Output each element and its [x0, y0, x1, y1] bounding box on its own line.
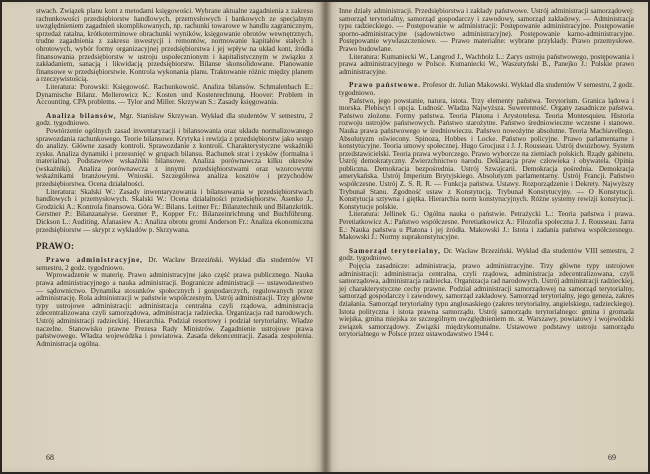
course-title: Samorząd terytorialny,: [349, 246, 441, 255]
body-paragraph: Literatura: Skalski W.: Zasady inwentaryzowania i bilansowania w przedsiębiorstwach handlowych i przemysłowych. Skalski W.: Ocena działalności przedsiębiorstw. Asenko J., Grodzicki A.: Kontrola finansowa. Góra W.: Bilans. Leitner Fr.: Bilanztechnik und Bilanzkritik. Gerstner P.: Bilanzanalyse. Gerstner P., Kopper Fr.: Bilanzeinrichtung und Buchführung. Dickson L.: Auditing. Afanasiew A.: Analiza obrotu gromi Anderson Fr.: Analiza ekonomiczna przedsiębiorstw — skrypt z wykładów p. Skrzywana.: [36, 187, 313, 234]
body-paragraph: Literatura: Kumaniecki W., Langrod J., Wachholz L.: Zarys ustroju państwowego, postępowania i prawa administracyjnego w Polsce. Kumaniecki W., Waszutyński B., Panejko J.: Polskie prawo administracyjne.: [339, 52, 634, 76]
right-page: [325, 2, 648, 472]
right-page-number: 69: [608, 453, 616, 462]
course-title: Prawo państwowe.: [349, 81, 421, 90]
left-page-text: [36, 8, 313, 348]
left-page-number: 68: [46, 453, 54, 462]
course-title: Analiza bilansów,: [46, 111, 117, 120]
course-entry: [36, 113, 313, 128]
body-paragraph: stwach. Związek planu kont z metodami księgowości. Wybrane aktualne zagadnienia z zakresu rachunkowości przedsiębiorstw handlowych, przemysłowych i bankowych ze specjalnym uwzględnieniem zagadnień skomplikowanych, np. rachunki towarowe w handlu zagranicznym, sprzedaż ratalna, krótkoterminowe obrachunki wyników, księgowanie obrotów wewnętrznych, trudne zagadnienia z zakresu inwestycji i remontów, normowanie kapitałów stałych i obrotowych, wybór formy organizacyjnej przedsiębiorstwa i jej wpływ na układ kont, źródła finansowania przedsiębiorstw w ustroju uspołecznionym i kapitalistycznym w związku z zakładaniem, sanacją i likwidacją przedsiębiorstw. Bilanse skonsolidowane. Planowanie finansowe w przedsiębiorstwie. Kontrola wykonania planu. Traktowanie różnic między planem a rzeczywistością.: [36, 7, 313, 84]
body-paragraph: Literatura: Porowski: Księgowość. Rachunkowość. Analiza bilansów. Schmalenbach E.: Dynamische Bilanz. Mellerowicz K.: Kosten und Kostenrechnung. Hoover: Problem in Accounting. CPA problems. — Tylor and Miller. Skrzywan S.: Zasady księgowania.: [36, 82, 313, 107]
course-info: Mgr. Stanisław Skrzywan. Wykład dla studentów V semestru, 2 godz. tygodniowo.: [36, 111, 313, 128]
body-paragraph: Powtórzenie ogólnych zasad inwentaryzacji i bilansowania oraz układu normalizowanego sprawozdania rachunkowego. Teorie bilansowe. Krytyka i rewizja z przedsiębiorstw jako wstęp do analizy. Główne zasady kontroli. Sprawozdanie z kontroli. Charakterystyczne wskaźniki zysku. Analiza dynamiki i przesunięć w grupach bilansu. Rachunek strat i zysków (formalna i materialna). Podstawowe wskaźniki bilansowe. Analiza porównawcza kilku okresów (wskaźniki). Analiza porównawcza z innymi przedsiębiorstwami oraz wzorcowymi wskaźnikami branżowymi. Wnioski. Szczegółowa analiza kosztów i przychodów przedsiębiorstwa. Ocena działalności.: [36, 126, 313, 189]
right-page-text: [339, 8, 634, 339]
course-info: Dr. Wacław Brzeziński. Wykład dla studentów VIII semestru, 2 godz. tygodniowo.: [339, 246, 634, 263]
course-title: Prawo administracyjne,: [46, 256, 143, 265]
course-info: Profesor dr. Julian Makowski. Wykład dla studentów V semestru, 2 godz. tygodniowo.: [339, 81, 634, 97]
body-paragraph: Państwo, jego powstanie, natura, istota. Trzy elementy państwa. Terytorium. Granica lądowa i morska. Plebiscyt i opcja. Ludność. Władza Najwyższa. Suwerenność. Organy zasadnicze państwa. Państwo złożone. Formy państwa. Teoria Platona i Arystotelesa. Teoria Montesquieu. Historia rozwoju ustrojów państwowych. Państwo starożytne. Państwo średniowieczne wczesne i stanowe. Nauka prawa państwowego w średniowieczu. Państwo nowożytne absolutne. Teoria Machiavellego. Absolutyzm oświecony. Spinoza, Hobbes i Locke. Państwo policyjne. Prawo parlamentarne i konstytucyjne. Teoria umowy społecznej. Hugo Grocjusz i J. J. Rousseau. Ustrój dwuizbowy. System przedstawicielski. Teoria prawa wyborczego. Prawo wyborcze na ziemiach polskich. Rządy gabinetu. Ustrój demokratyczny. Zwierzchnictwo narodu. Deklaracja praw człowieka i obywatela. Opinia publiczna. Demokracja bezpośrednia. Ustrój Szwajcarii. Demokracja pośrednia. Demokracja amerykańska. Ustrój Imperium Brytyjskiego. Absolutyzm parlamentarny. Ustrój Francji. Państwo współczesne. Ustrój Z. S. R. R. — Funkcja państwa. Ustawy. Rozporządzenie i Dekrety. Najwyższy Trybunał Stanu. Zgodność ustaw z Konstytucją. Trybunał Konstytucyjny. — O Konstytucji. Konstytucja sztywna i giętka. Hierarchia norm konstytucyjnych. Różne systemy rewizji konstytucji. Konstytucje polskie.: [339, 96, 634, 211]
book-spread: [2, 2, 648, 472]
course-info: Dr. Wacław Brzeziński. Wykład dla studentów VI semestru, 2 godz. tygodniowo.: [36, 256, 314, 272]
course-entry: [339, 82, 634, 97]
body-paragraph: Inne działy administracji. Przedsiębiorstwa i zakłady państwowe. Ustrój administracji samorządowej: samorząd terytorialny, samorząd gospodarczy i zawodowy, samorząd zakładowy. — Administracja typu radzieckiego. — Postępowanie w administracji: Postępowanie administracyjne. Postępowanie sporno-administracyjne (sądownictwo administracyjne). Postępowanie karno-administracyjne. Postępowanie wywłaszczeniowe. — Prawo materialne: wybrane przykłady. Prawo przemysłowe. Prawo budowlane.: [339, 7, 634, 53]
section-heading: PRAWO:: [36, 241, 75, 252]
body-paragraph: Wprowadzenie w materię. Prawo administracyjne jako część prawa publicznego. Nauka prawa administracyjnego a nauka administracji. Bogranicze administracji — ustawodawstwo — sądownictwo. Dynamika stosunków społecznych i gospodarczych, regulowanych przez administrację. Rola administracji w państwie współczesnym. Ustrój administracji. Trzy główne typy ustrojowe administracji: administracja centralna czyli rządowa, administracja zdecentralizowana czyli samorządowa, administracja radziecka. Organizacja rad narodowych. Ustrój administracji radzieckiej. Hierarchia. Podział resortowy i podział terytorialny. Władze naczelne. Stanowisko prawne Prezesa Rady Ministrów. Zagadnienie ustrojowe prawa państwowego. Władza wojewódzka i powiatowa. Zasada dekoncentracji. Zasada zespolenia. Administracja ogólna.: [36, 271, 313, 348]
course-entry: [339, 248, 634, 263]
body-paragraph: Pojęcia zasadnicze: administracja, prawo administracyjne. Trzy główne typy ustrojowe administracji: administracja centralna, czyli rządowa, administracja zdecentralizowana, czyli samorządowa, administracja radziecka. Organizacja rad narodowych. Ustrój administracji radzieckiej, jej charakterystyczne cechy prawne. Podział administracji samorządowej na samorząd terytorialny, samorząd gospodarczy i zawodowy, samorząd zakładowy. Samorząd terytorialny, jego geneza, zakres działania. Samorząd terytorialny typu anglosaskiego (zakres terytorialny, angielskiego, radzieckiego). Istota polityczna i istota prawna samorządu. Ustrój samorządu terytorialnego: gmina i gromada wiejska, gmina miejska ze szczególnym uwzględnieniem m. st. Warszawy, powiatowy i wojewódzki związek samorządowy. Związki międzykomunalne. Ustawowe podstawy ustroju samorządu terytorialnego w Polsce przez ustawodawstwo 1944 r.: [339, 262, 634, 339]
left-page: [2, 2, 325, 472]
body-paragraph: Literatura: Jellinek G.: Ogólna nauka o państwie. Petrażycki L.: Teoria państwa i prawa. Peretiatkowicz A.: Państwo współczesne. Peretiatkowicz A.: Filozofia społeczna J. J. Rousseau. Jarra E.: Nauka państwa u Platona i jej źródła. Makowski J.: Istota i zadania państwa współczesnego. Makowski J.: Normy suprakonstytucyjne.: [339, 210, 634, 242]
course-entry: [36, 257, 313, 272]
